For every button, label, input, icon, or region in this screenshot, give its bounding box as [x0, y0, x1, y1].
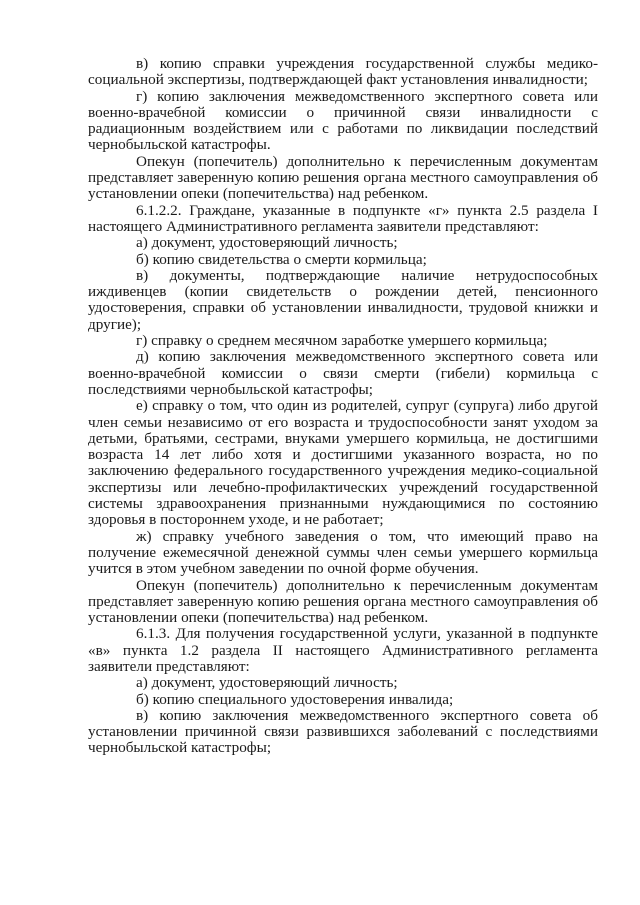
- paragraph-section-6-1-3: 6.1.3. Для получения государственной услуги, указанной в подпункте «в» пункта 1.2 раздела II настоящего Административного регламента заявители представляют:: [88, 625, 598, 675]
- paragraph-g-expert-council-conclusion: г) копию заключения межведомственного экспертного совета или военно-врачебной комиссии о причинной связи инвалидности с радиационным воздействием или с работами по ликвидации последствий чернобыльской катастрофы.: [88, 87, 598, 154]
- paragraph-e-caregiver-certificate: е) справку о том, что один из родителей, супруг (супруга) либо другой член семьи независимо от его возраста и трудоспособности занят уходом за детьми, братьями, сестрами, внуками умершего кормильца, не достигшими возраста 14 лет либо хотя и достигшими указанного возраста, но по заключению федерального государственного учреждения медико-социальной экспертизы или лечебно-профилактических учреждений государственной системы здравоохранения признанными нуждающимися по состоянию здоровья в постороннем уходе, и не работает;: [88, 397, 598, 529]
- paragraph-v-disease-link-conclusion: в) копию заключения межведомственного экспертного совета об установлении причинной связи развившихся заболеваний с последствиями чернобыльской катастрофы;: [88, 706, 598, 757]
- paragraph-b-death-certificate: б) копию свидетельства о смерти кормильца;: [136, 250, 427, 268]
- paragraph-a-identity-document-2: а) документ, удостоверяющий личность;: [136, 674, 398, 692]
- paragraph-guardian-note-2: Опекун (попечитель) дополнительно к перечисленным документам представляет заверенную копию решения органа местного самоуправления об установлении опеки (попечительства) над ребенком.: [88, 576, 598, 627]
- paragraph-zh-school-certificate: ж) справку учебного заведения о том, что имеющий право на получение ежемесячной денежной суммы член семьи умершего кормильца учится в этом учебном заведении по очной форме обучения.: [88, 527, 598, 578]
- paragraph-v-dependents-documents: в) документы, подтверждающие наличие нетрудоспособных иждивенцев (копии свидетельств о рождении детей, пенсионного удостоверения, справки об установлении инвалидности, трудовой книжки и другие);: [88, 266, 598, 333]
- paragraph-v-mse-certificate: в) копию справки учреждения государственной службы медико-социальной экспертизы, подтверждающей факт установления инвалидности;: [88, 55, 598, 89]
- paragraph-g-average-earnings: г) справку о среднем месячном заработке умершего кормильца;: [136, 332, 548, 350]
- document-body: [88, 56, 598, 757]
- paragraph-d-death-link-conclusion: д) копию заключения межведомственного экспертного совета или военно-врачебной комиссии о связи смерти (гибели) кормильца с последствиями чернобыльской катастрофы;: [88, 348, 598, 398]
- paragraph-section-6-1-2-2: 6.1.2.2. Граждане, указанные в подпункте «г» пункта 2.5 раздела I настоящего Административного регламента заявители представляют:: [88, 201, 598, 235]
- paragraph-a-identity-document: а) документ, удостоверяющий личность;: [136, 234, 398, 252]
- paragraph-b-disability-certificate: б) копию специального удостоверения инвалида;: [136, 690, 454, 708]
- paragraph-guardian-note: Опекун (попечитель) дополнительно к перечисленным документам представляет заверенную копию решения органа местного самоуправления об установлении опеки (попечительства) над ребенком.: [88, 152, 598, 203]
